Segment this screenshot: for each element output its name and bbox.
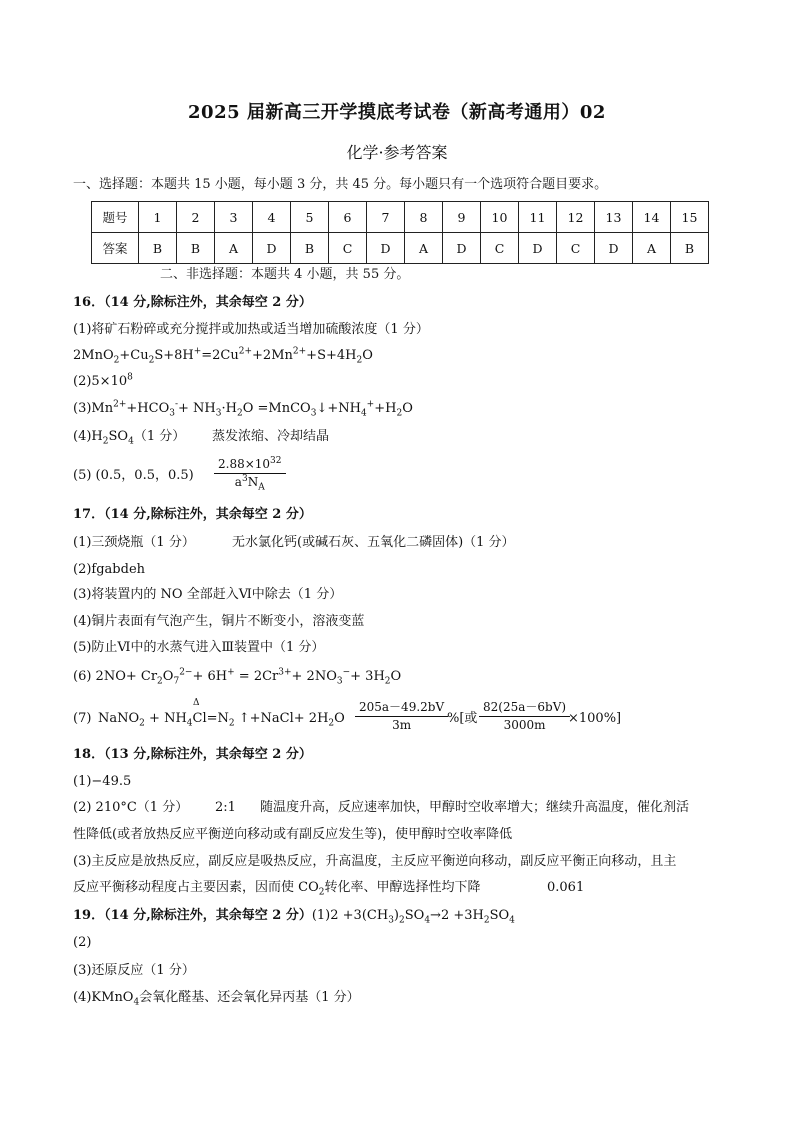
table-cell: D	[595, 233, 633, 264]
table-cell: 9	[443, 202, 481, 233]
table-cell: D	[253, 233, 291, 264]
q19-answer-2: (2)	[73, 935, 92, 950]
table-cell: C	[329, 233, 367, 264]
q18-answer-2c: 随温度升高，反应速率加快，甲醇时空收率增大；继续升高温度，催化剂活	[260, 800, 690, 815]
q17-answer-2: (2)fgabdeh	[73, 562, 146, 577]
table-cell: 7	[367, 202, 405, 233]
q16-answer-4b: 蒸发浓缩、冷却结晶	[212, 429, 330, 444]
table-cell: 10	[481, 202, 519, 233]
page-title: 2025 届新高三开学摸底考试卷（新高考通用）02	[188, 102, 606, 123]
q17-label-7: (7)	[73, 711, 92, 726]
table-cell: D	[367, 233, 405, 264]
q18-answer-3d: 0.061	[547, 880, 585, 895]
q17-fraction-2: $\frac{82(25a-6bV)}{3000m}$	[479, 699, 570, 734]
table-cell: 5	[291, 202, 329, 233]
row-label-answer: 答案	[92, 233, 139, 264]
q17-fraction-1: $\frac{205a-49.2bV}{3m}$	[355, 699, 448, 734]
q18-answer-2b: 2:1	[215, 800, 236, 815]
q17-end-text: ×100%]	[568, 711, 622, 726]
row-label-question: 题号	[92, 202, 139, 233]
table-cell: 8	[405, 202, 443, 233]
q16-equation-1: $2MnO_2+Cu_2S+8H^+=2Cu^{2+}+2Mn^{2+}+S+4H_2O$	[73, 346, 373, 366]
q16-answer-1: (1)将矿石粉碎或充分搅拌或加热或适当增加硫酸浓度（1 分）	[73, 322, 429, 337]
table-cell: B	[291, 233, 329, 264]
q18-heading: 18．（13 分,除标注外，其余每空 2 分）	[73, 747, 312, 762]
q17-answer-1a: (1)三颈烧瓶（1 分）	[73, 535, 195, 550]
q19-answer-3: (3)还原反应（1 分）	[73, 963, 195, 978]
table-cell: C	[557, 233, 595, 264]
answer-table	[91, 201, 709, 264]
q18-answer-2d: 性降低(或者放热反应平衡逆向移动或有副反应发生等)，使甲醇时空收率降低	[73, 827, 513, 842]
section2-heading: 二、非选择题：本题共 4 小题，共 55 分。	[160, 267, 410, 282]
table-cell: C	[481, 233, 519, 264]
table-row-numbers	[92, 202, 709, 233]
q17-equation-7: NaNO$_2$ + $NH_4Cl=N_2$ ↑+NaCl+ $2H_2O$	[98, 711, 345, 729]
q17-answer-4: (4)铜片表面有气泡产生，铜片不断变小，溶液变蓝	[73, 614, 365, 629]
q17-equation-6: (6) $2NO+ Cr_2O_7^{2-}+ 6H^+ = 2Cr^{3+}+ 2NO_3^-+ 3H_2O$	[73, 667, 402, 687]
heat-triangle-icon: Δ	[193, 698, 200, 708]
q19-heading-line: 19．（14 分,除标注外，其余每空 2 分）$(1)2 +3(CH_3)_2SO_4\to 2 +3H_2SO_4$	[73, 908, 515, 926]
page-subtitle: 化学·参考答案	[346, 143, 448, 162]
q18-answer-3b: 反应平衡移动程度占主要因素，因而使 $CO_2$转化率、甲醇选择性均下降	[73, 880, 481, 898]
table-cell: B	[177, 233, 215, 264]
q16-fraction: $\frac{2.88\times 10^{32}}{a^3N_A}$	[214, 456, 286, 491]
q18-answer-1: (1)−49.5	[73, 774, 132, 789]
table-cell: 14	[633, 202, 671, 233]
q16-answer-2: $(2)5\times 10^8$	[73, 372, 133, 389]
table-cell: 2	[177, 202, 215, 233]
table-cell: 11	[519, 202, 557, 233]
q17-mid-text: %[或	[447, 711, 478, 726]
table-cell: D	[519, 233, 557, 264]
q17-answer-3: (3)将装置内的 NO 全部赶入Ⅵ中除去（1 分）	[73, 587, 343, 602]
q17-heading: 17．（14 分,除标注外，其余每空 2 分）	[73, 507, 312, 522]
q18-answer-3a: (3)主反应是放热反应，副反应是吸热反应，升高温度，主反应平衡逆向移动，副反应平衡正向移动，且主	[73, 854, 677, 869]
table-cell: 3	[215, 202, 253, 233]
table-cell: 13	[595, 202, 633, 233]
q16-answer-4: $(4)H_2SO_4(1$ 分）	[73, 429, 186, 447]
table-cell: D	[443, 233, 481, 264]
table-cell: 4	[253, 202, 291, 233]
table-cell: 6	[329, 202, 367, 233]
table-cell: A	[405, 233, 443, 264]
q19-answer-4: (4)KMnO$_4$会氧化醛基、还会氧化异丙基（1 分）	[73, 990, 360, 1008]
q17-answer-1b: 无水氯化钙(或碱石灰、五氧化二磷固体)（1 分）	[232, 535, 515, 550]
q16-equation-3: $(3)Mn^{2+}+HCO_3^-+ NH_3\cdot H_2O$ $=MnCO_3↓+NH_4^++H_2O$	[73, 399, 413, 419]
table-cell: A	[215, 233, 253, 264]
q18-answer-2a: (2) 210°C（1 分）	[73, 800, 189, 815]
table-row-answers	[92, 233, 709, 264]
section1-heading: 一、选择题：本题共 15 小题，每小题 3 分，共 45 分。每小题只有一个选项符合题目要求。	[73, 177, 608, 192]
q17-answer-5: (5)防止Ⅵ中的水蒸气进入Ⅲ装置中（1 分）	[73, 640, 325, 655]
table-cell: 1	[139, 202, 177, 233]
table-cell: B	[139, 233, 177, 264]
table-cell: 15	[671, 202, 709, 233]
q16-answer-5: (5) (0.5，0.5，0.5)	[73, 468, 194, 483]
table-cell: 12	[557, 202, 595, 233]
table-cell: B	[671, 233, 709, 264]
table-cell: A	[633, 233, 671, 264]
q16-heading: 16．（14 分,除标注外，其余每空 2 分）	[73, 295, 312, 310]
